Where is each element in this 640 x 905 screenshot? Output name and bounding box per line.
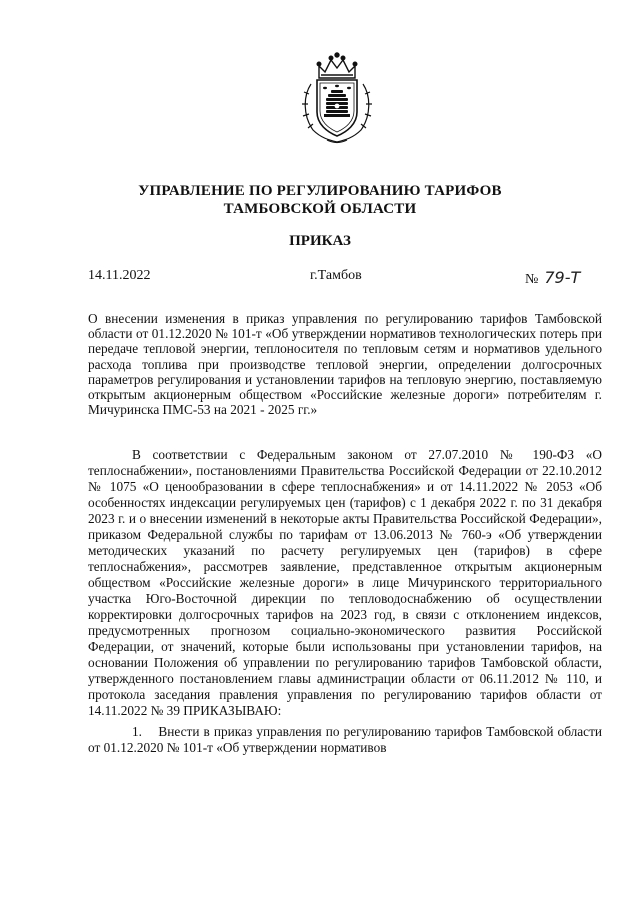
order-title: О внесении изменения в приказ управления по регулированию тарифов Тамбовской области от 01.12.2020 № 101-т «Об утверждении нормативов технологических потерь при передаче тепловой энергии, теплоносителя по тепловым сетям и нормативов удельного расхода топлива при производстве тепловой энергии, определении долгосрочных параметров регулирования и установлении тарифов на тепловую энергию, поставляемую открытым акционерным обществом «Российские железные дороги» потребителям г. Мичуринска ПМС-53 на 2021 - 2025 гг.» [88, 311, 602, 418]
handwritten-number: 79-Т [544, 268, 581, 287]
document-city: г.Тамбов [310, 268, 362, 283]
tambov-coat-of-arms-icon [297, 50, 377, 146]
number-prefix: № [525, 272, 539, 287]
document-type: ПРИКАЗ [289, 233, 351, 249]
organization-name-line1: УПРАВЛЕНИЕ ПО РЕГУЛИРОВАНИЮ ТАРИФОВ [138, 183, 502, 199]
document-date: 14.11.2022 [88, 268, 151, 283]
order-body [88, 447, 602, 756]
organization-name-line2: ТАМБОВСКОЙ ОБЛАСТИ [223, 201, 417, 217]
document-number [525, 268, 580, 288]
order-item-1: 1. Внести в приказ управления по регулированию тарифов Тамбовской области от 01.12.2020 № 101-т «Об утверждении нормативов [88, 724, 602, 755]
preamble-paragraph: В соответствии с Федеральным законом от 27.07.2010 № 190-ФЗ «О теплоснабжении», постановлениями Правительства Российской Федерации от 22.10.2012 № 1075 «О ценообразовании в сфере теплоснабжения» и от 14.11.2022 № 2053 «Об особенностях индексации регулируемых цен (тарифов) с 1 декабря 2022 г. по 31 декабря 2023 г. и о внесении изменений в некоторые акты Правительства Российской Федерации», приказом Федеральной службы по тарифам от 13.06.2013 № 760-э «Об утверждении методических указаний по расчету регулируемых цен (тарифов) в сфере теплоснабжения», рассмотрев заявление, представленное открытым акционерным обществом «Российские железные дороги» в лице Мичуринского территориального участка Юго-Восточной дирекции по тепловодоснабжению об осуществлении корректировки долгосрочных тарифов на 2023 год, в связи с отклонением индексов, предусмотренных прогнозом социально-экономического развития Российской Федерации, от значений, которые были использованы при установлении тарифов, на основании Положения об управлении по регулированию тарифов Тамбовской области, утвержденного постановлением главы администрации области от 06.11.2012 № 110, и протокола заседания правления управления по регулированию тарифов области от 14.11.2022 № 39 ПРИКАЗЫВАЮ: [88, 447, 602, 718]
